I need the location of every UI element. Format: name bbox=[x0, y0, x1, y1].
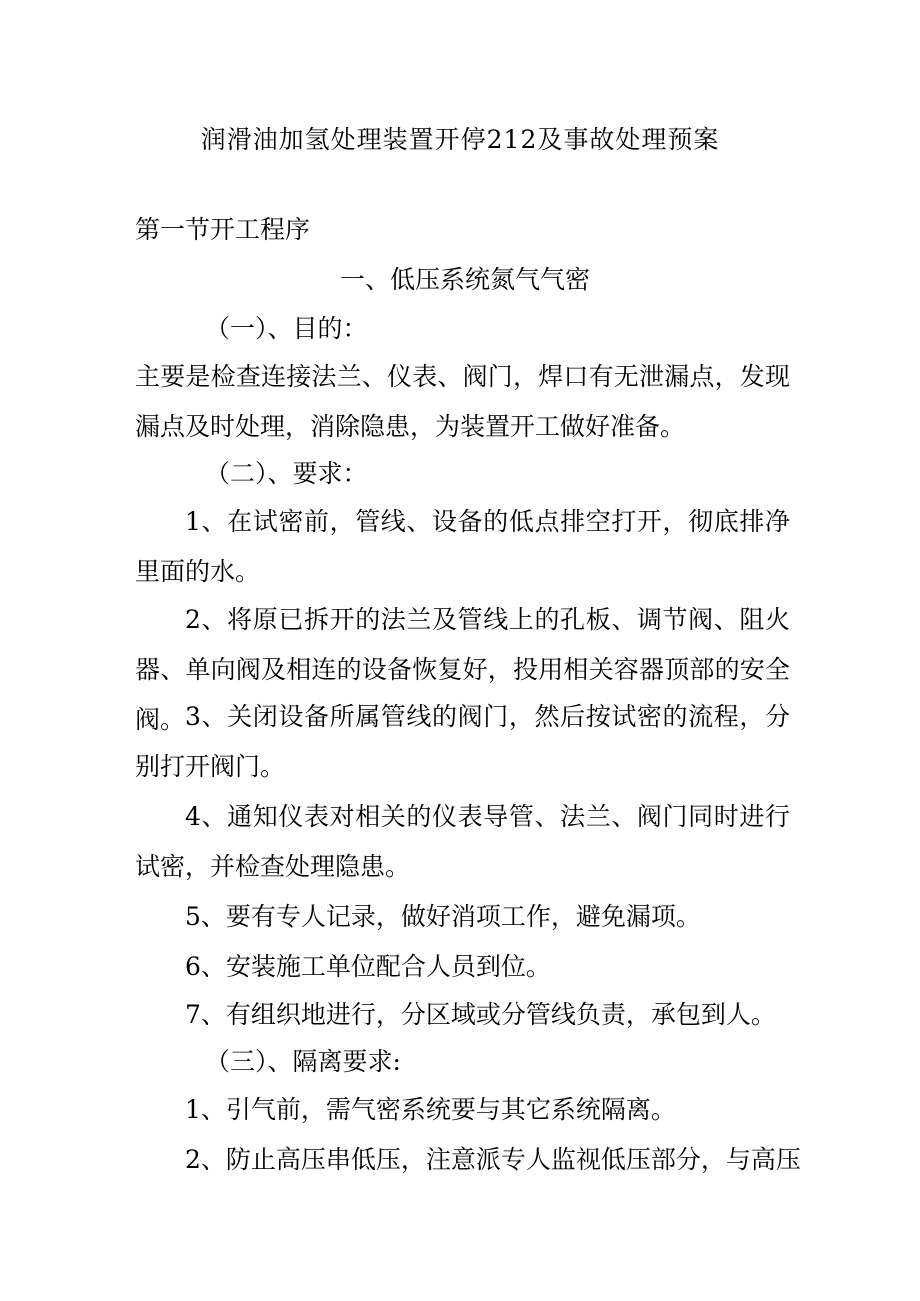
isolation-item-2: 2、防止高压串低压，注意派专人监视低压部分，与高压 bbox=[185, 1145, 801, 1174]
purpose-paragraph: 主要是检查连接法兰、仪表、阀门，焊口有无泄漏点，发现漏点及时处理，消除隐患，为装置开工做好准备。 bbox=[135, 362, 790, 441]
subsection-heading: 一、低压系统氮气气密 bbox=[340, 265, 591, 294]
document-title: 润滑油加氢处理装置开停212及事故处理预案 bbox=[200, 125, 720, 154]
requirement-item-7: 7、有组织地进行，分区域或分管线负责，承包到人。 bbox=[185, 1000, 776, 1029]
requirement-item-4: 4、通知仪表对相关的仪表导管、法兰、阀门同时进行试密，并检查处理隐患。 bbox=[135, 802, 790, 881]
requirement-item-3: 3、关闭设备所属管线的阀门，然后按试密的流程，分别打开阀门。 bbox=[135, 702, 790, 781]
requirement-item-5: 5、要有专人记录，做好消项工作，避免漏项。 bbox=[185, 902, 701, 931]
isolation-item-1: 1、引气前，需气密系统要与其它系统隔离。 bbox=[185, 1095, 676, 1124]
requirement-item-1: 1、在试密前，管线、设备的低点排空打开，彻底排净里面的水。 bbox=[135, 507, 790, 586]
isolation-heading: （三）、隔离要求: bbox=[205, 1047, 401, 1076]
section-heading: 第一节开工程序 bbox=[135, 215, 311, 244]
requirements-heading: （二）、要求： bbox=[205, 459, 368, 488]
requirement-item-6: 6、安装施工单位配合人员到位。 bbox=[185, 952, 551, 981]
requirement-item-2: 2、将原已拆开的法兰及管线上的孔板、调节阀、阻火器、单向阀及相连的设备恢复好，投用相关容器顶部的安全阀。 bbox=[135, 605, 790, 734]
purpose-heading: （一）、目的： bbox=[205, 314, 368, 343]
